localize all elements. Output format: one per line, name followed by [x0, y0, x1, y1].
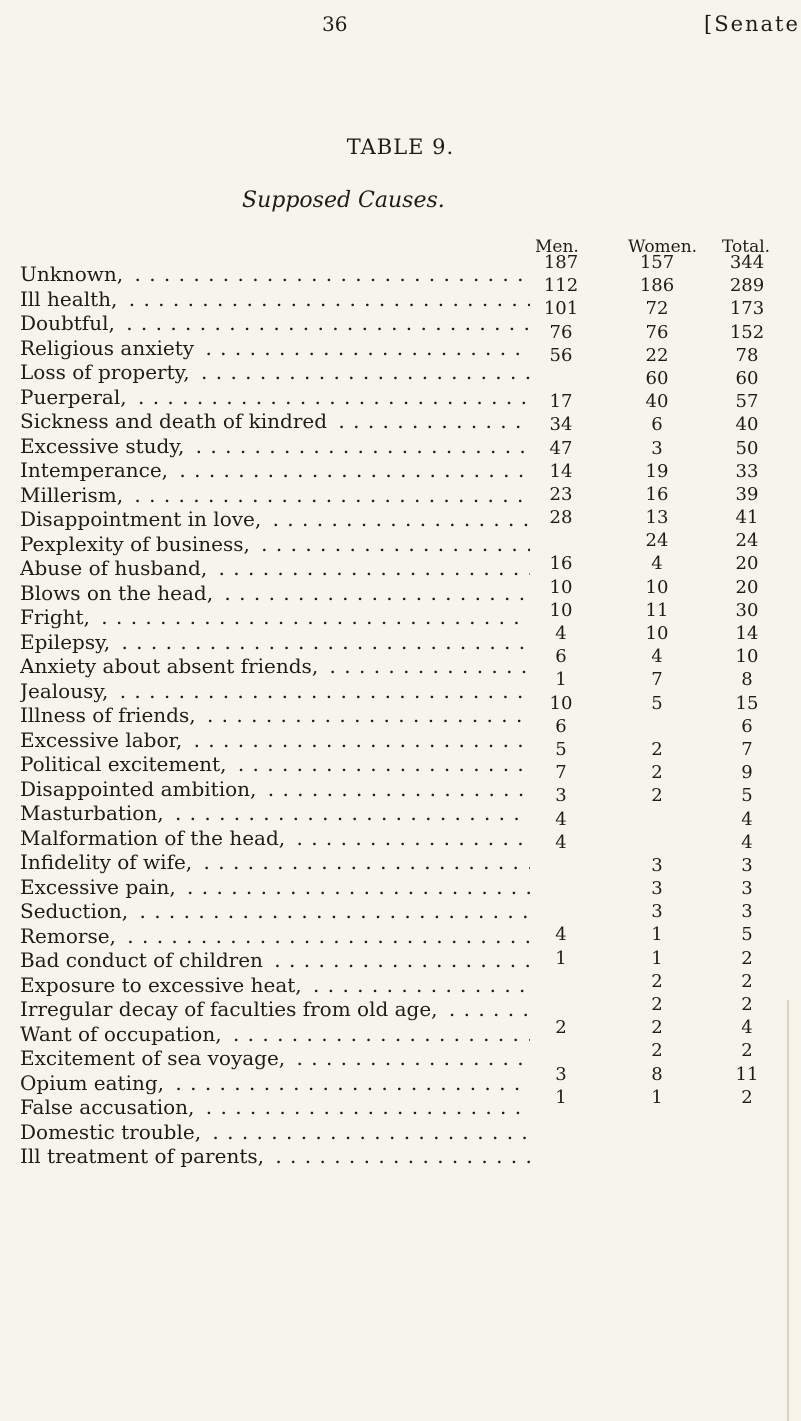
total-value: 5	[741, 924, 753, 946]
cause-label: Remorse,	[20, 924, 120, 948]
cause-row	[20, 1095, 530, 1120]
women-value: 19	[645, 460, 669, 482]
cause-row	[20, 483, 530, 508]
cause-label: Doubtful,	[20, 311, 119, 335]
total-value: 6	[741, 715, 753, 737]
men-value: 4	[555, 808, 567, 830]
total-value: 2	[741, 1040, 753, 1062]
men-value: 6	[555, 715, 567, 737]
men-value	[536, 900, 586, 923]
cause-row	[20, 507, 530, 532]
men-value: 6	[555, 646, 567, 668]
men-value: 4	[555, 623, 567, 644]
women-value: 40	[645, 391, 669, 413]
women-value	[628, 831, 686, 854]
total-value: 60	[735, 367, 759, 389]
cause-label: Unknown,	[20, 262, 127, 286]
total-heading: Total.	[722, 237, 771, 257]
cause-label: Political excitement,	[20, 752, 230, 776]
total-value: 344	[729, 252, 765, 273]
cause-row	[20, 948, 530, 973]
cause-label: Disappointment in love,	[20, 507, 265, 531]
total-column	[718, 251, 776, 1109]
women-value	[628, 715, 686, 738]
cause-label: Ill health,	[20, 287, 121, 311]
men-value: 23	[549, 483, 573, 505]
women-value: 3	[651, 437, 663, 459]
men-value: 17	[549, 391, 573, 413]
cause-label: Anxiety about absent friends,	[20, 654, 322, 678]
total-value: 5	[741, 785, 753, 807]
men-value: 10	[549, 599, 573, 621]
total-value: 2	[741, 947, 753, 969]
total-value: 10	[735, 646, 759, 668]
men-value	[536, 529, 586, 552]
women-value: 72	[645, 298, 669, 320]
women-value: 13	[645, 507, 669, 529]
men-value: 4	[555, 831, 567, 853]
cause-label: Blows on the head,	[20, 581, 217, 605]
cause-label: Seduction,	[20, 899, 132, 923]
men-value: 14	[549, 460, 573, 482]
women-value: 24	[645, 530, 669, 552]
women-value: 157	[639, 252, 675, 273]
women-value: 1	[651, 1086, 663, 1108]
women-value: 2	[651, 970, 663, 992]
cause-label: Ill treatment of parents,	[20, 1144, 268, 1168]
table-title: TABLE 9.	[346, 135, 455, 159]
men-value: 3	[555, 1063, 567, 1085]
cause-label: Exposure to excessive heat,	[20, 973, 306, 997]
cause-label: Abuse of husband,	[20, 556, 211, 580]
total-value: 3	[741, 901, 753, 923]
women-value: 2	[651, 738, 663, 760]
cause-row	[20, 752, 530, 777]
men-value	[536, 877, 586, 900]
cause-label: Disappointed ambition,	[20, 777, 260, 801]
cause-row	[20, 850, 530, 875]
men-value: 1	[555, 1086, 567, 1108]
total-value: 30	[735, 599, 759, 621]
total-value: 3	[741, 878, 753, 900]
total-value: 40	[735, 414, 759, 436]
men-value: 16	[549, 553, 573, 575]
cause-row	[20, 434, 530, 459]
total-value: 8	[741, 669, 753, 691]
women-value: 10	[645, 576, 669, 598]
cause-row	[20, 360, 530, 385]
men-value: 187	[543, 252, 579, 273]
men-column	[536, 251, 586, 1109]
men-value	[536, 993, 586, 1016]
men-value	[536, 970, 586, 993]
cause-row	[20, 581, 530, 606]
total-value: 2	[741, 970, 753, 992]
women-value: 2	[651, 994, 663, 1015]
men-heading: Men.	[535, 237, 579, 257]
men-value	[536, 1039, 586, 1062]
men-value	[536, 854, 586, 877]
women-heading: Women.	[628, 237, 698, 257]
women-value: 22	[645, 344, 669, 366]
cause-row	[20, 1022, 530, 1047]
cause-label: Excessive labor,	[20, 728, 186, 752]
cause-row	[20, 1120, 530, 1145]
cause-row	[20, 458, 530, 483]
cause-label: Sickness and death of kindred	[20, 409, 331, 433]
total-value: 15	[735, 692, 759, 714]
women-value: 3	[651, 854, 663, 876]
women-value: 8	[651, 1063, 663, 1085]
cause-row	[20, 801, 530, 826]
cause-row	[20, 924, 530, 949]
men-value: 76	[549, 321, 573, 343]
men-value: 34	[549, 414, 573, 436]
men-value: 7	[555, 762, 567, 784]
women-value: 3	[651, 878, 663, 900]
total-value: 289	[729, 275, 765, 297]
running-header: [Senate	[704, 12, 800, 36]
women-value: 2	[651, 785, 663, 807]
cause-row	[20, 997, 530, 1022]
cause-row	[20, 336, 530, 361]
cause-row	[20, 703, 530, 728]
cause-label: Excitement of sea voyage,	[20, 1046, 289, 1070]
total-value: 57	[735, 391, 759, 413]
cause-row	[20, 1144, 530, 1169]
cause-row	[20, 679, 530, 704]
women-value: 60	[645, 367, 669, 389]
women-value: 11	[645, 599, 669, 621]
cause-row	[20, 287, 530, 312]
women-value: 76	[645, 321, 669, 343]
men-value: 101	[543, 298, 579, 320]
women-value	[628, 808, 686, 831]
cause-row	[20, 1071, 530, 1096]
total-value: 20	[735, 553, 759, 575]
cause-label: Irregular decay of faculties from old age,	[20, 997, 442, 1021]
table-subtitle: Supposed Causes.	[242, 188, 445, 213]
cause-label: Domestic trouble,	[20, 1120, 205, 1144]
men-value: 3	[555, 785, 567, 807]
total-value: 2	[741, 994, 753, 1015]
cause-label: Masturbation,	[20, 801, 168, 825]
cause-row	[20, 973, 530, 998]
women-value: 7	[651, 669, 663, 691]
cause-row	[20, 899, 530, 924]
total-value: 41	[735, 507, 759, 529]
total-value: 78	[735, 344, 759, 366]
cause-label: Excessive study,	[20, 434, 188, 458]
cause-row	[20, 654, 530, 679]
men-value: 112	[543, 275, 579, 297]
cause-row	[20, 262, 530, 287]
cause-label: Illness of friends,	[20, 703, 200, 727]
total-value: 4	[741, 1017, 753, 1039]
cause-label: Excessive pain,	[20, 875, 180, 899]
women-value: 4	[651, 553, 663, 575]
men-value: 2	[555, 1017, 567, 1039]
cause-row	[20, 556, 530, 581]
men-value: 4	[555, 924, 567, 946]
women-value: 2	[651, 1017, 663, 1039]
men-value: 10	[549, 576, 573, 598]
cause-row	[20, 532, 530, 557]
women-value: 2	[651, 1040, 663, 1062]
cause-label: Pexplexity of business,	[20, 532, 254, 556]
total-value: 20	[735, 576, 759, 598]
cause-row	[20, 409, 530, 434]
total-value: 4	[741, 831, 753, 853]
women-value: 4	[651, 646, 663, 668]
men-value: 47	[549, 437, 573, 459]
women-value: 186	[639, 275, 675, 297]
women-value: 6	[651, 414, 663, 436]
total-value: 24	[735, 530, 759, 552]
cause-label: Fright,	[20, 605, 94, 629]
page-number: 36	[322, 12, 348, 36]
women-value: 3	[651, 901, 663, 923]
cause-row	[20, 385, 530, 410]
women-value: 2	[651, 762, 663, 784]
cause-label: Infidelity of wife,	[20, 850, 196, 874]
total-value: 152	[729, 321, 765, 343]
women-value: 10	[645, 623, 669, 644]
cause-label: Bad conduct of children	[20, 948, 267, 972]
men-value: 28	[549, 507, 573, 529]
cause-row	[20, 728, 530, 753]
total-value: 11	[735, 1063, 759, 1085]
cause-row	[20, 311, 530, 336]
cause-row	[20, 826, 530, 851]
men-value: 1	[555, 947, 567, 969]
total-value: 7	[741, 738, 753, 760]
cause-row	[20, 630, 530, 655]
cause-label: Jealousy,	[20, 679, 112, 703]
women-value: 1	[651, 924, 663, 946]
total-value: 14	[735, 623, 759, 644]
causes-list	[20, 262, 530, 1169]
page-edge-rule	[787, 1000, 789, 1421]
men-value: 5	[555, 738, 567, 760]
cause-label: Religious anxiety	[20, 336, 198, 360]
men-value	[536, 367, 586, 390]
cause-label: Malformation of the head,	[20, 826, 289, 850]
total-value: 39	[735, 483, 759, 505]
cause-label: Loss of property,	[20, 360, 194, 384]
total-value: 173	[729, 298, 765, 320]
cause-label: Intemperance,	[20, 458, 172, 482]
women-column	[628, 251, 686, 1109]
cause-row	[20, 1046, 530, 1071]
women-value: 1	[651, 947, 663, 969]
men-value: 10	[549, 692, 573, 714]
cause-row	[20, 777, 530, 802]
total-value: 3	[741, 854, 753, 876]
total-value: 4	[741, 808, 753, 830]
cause-label: Puerperal,	[20, 385, 131, 409]
cause-row	[20, 875, 530, 900]
cause-label: False accusation,	[20, 1095, 198, 1119]
cause-row	[20, 605, 530, 630]
cause-label: Want of occupation,	[20, 1022, 226, 1046]
cause-label: Epilepsy,	[20, 630, 114, 654]
cause-label: Opium eating,	[20, 1071, 168, 1095]
women-value: 5	[651, 692, 663, 714]
total-value: 33	[735, 460, 759, 482]
men-value: 1	[555, 669, 567, 691]
men-value: 56	[549, 344, 573, 366]
total-value: 9	[741, 762, 753, 784]
cause-label: Millerism,	[20, 483, 127, 507]
total-value: 2	[741, 1086, 753, 1108]
total-value: 50	[735, 437, 759, 459]
women-value: 16	[645, 483, 669, 505]
